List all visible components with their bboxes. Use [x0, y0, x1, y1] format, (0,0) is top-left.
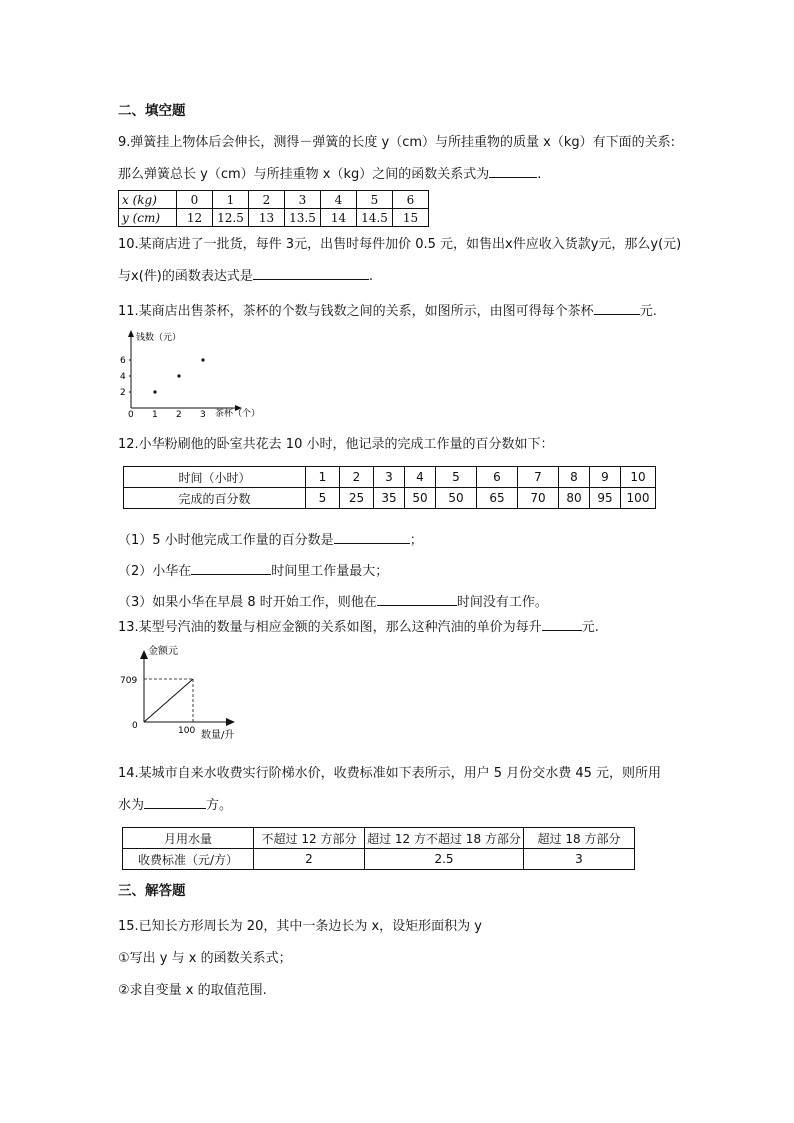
- q13-line-chart: [118, 642, 258, 742]
- q12-cell: 1: [306, 467, 340, 488]
- q14-cell: 不超过 12 方部分: [254, 828, 365, 849]
- q14-cell: 超过 18 方部分: [524, 828, 635, 849]
- q12-cell: 3: [374, 467, 405, 488]
- q11-y-axis-arrow: [128, 330, 134, 337]
- q9-text-line1: 9.弹簧挂上物体后会伸长，测得－弹簧的长度 y（cm）与所挂重物的质量 x（kg）有下面的关系:: [118, 135, 676, 150]
- q9-text-line2-prefix: 那么弹簧总长 y（cm）与所挂重物 x（kg）之间的函数关系式为: [118, 167, 490, 182]
- q14-table: [122, 827, 635, 870]
- q12-sub3-suffix: 时间没有工作。: [456, 595, 548, 610]
- q12-cell: 10: [621, 467, 656, 488]
- q13-x-axis-arrow: [226, 718, 235, 726]
- q12-cell: 50: [405, 488, 436, 509]
- q12-cell: 4: [405, 467, 436, 488]
- q12-sub1: [118, 530, 423, 550]
- q12-table-row-time: [124, 467, 656, 488]
- q11-text-suffix: 元.: [639, 304, 657, 319]
- q14-cell: 月用水量: [123, 828, 254, 849]
- q9-cell: 12.5: [213, 209, 249, 227]
- q15-sub2: ②求自变量 x 的取值范围.: [118, 983, 267, 998]
- section-title-solve: 三、解答题: [118, 883, 186, 899]
- q13-xtick-100: 100: [178, 726, 196, 736]
- q12-cell: 95: [590, 488, 621, 509]
- q11-y-axis-label: 钱数（元）: [136, 333, 182, 343]
- q12-sub2-answer-blank[interactable]: [191, 561, 271, 575]
- q9-text-line2-suffix: .: [537, 167, 542, 182]
- section-title-fill-blank: 二、填空题: [118, 103, 186, 119]
- q12-sub1-answer-blank[interactable]: [334, 530, 410, 544]
- q13-ytick-709: 709: [120, 676, 138, 686]
- q13-text-line1: [118, 617, 599, 637]
- q11-data-point: [153, 390, 156, 393]
- q12-sub3-prefix: （3）如果小华在早晨 8 时开始工作，则他在: [118, 595, 377, 610]
- q13-y-axis-arrow: [140, 650, 148, 659]
- q12-cell: 6: [477, 467, 518, 488]
- q9-text-line2: [118, 164, 541, 184]
- q9-answer-blank[interactable]: [489, 164, 537, 178]
- q11-marks: [120, 356, 206, 420]
- q9-cell: 5: [357, 191, 393, 209]
- q9-cell: 14.5: [357, 209, 393, 227]
- q13-text-prefix: 13.某型号汽油的数量与相应金额的关系如图，那么这种汽油的单价为每升: [118, 620, 542, 635]
- q10-text-line2-suffix: .: [368, 269, 373, 284]
- q12-cell: 5: [306, 488, 340, 509]
- q12-cell: 时间（小时）: [124, 467, 306, 488]
- q9-cell: 1: [213, 191, 249, 209]
- q14-text-suffix: 方。: [206, 798, 233, 813]
- q9-cell: 15: [393, 209, 429, 227]
- q11-text-line1: [118, 301, 657, 321]
- q12-cell: 2: [340, 467, 374, 488]
- q11-xtick-label: 3: [200, 410, 206, 420]
- q9-cell: y (cm): [119, 209, 177, 227]
- q9-cell: 3: [285, 191, 321, 209]
- q14-cell: 2.5: [365, 849, 524, 870]
- q13-y-axis-label: 金额元: [148, 646, 178, 657]
- q11-xtick-label: 2: [176, 410, 182, 420]
- q10-answer-blank[interactable]: [253, 266, 369, 280]
- q11-text-prefix: 11.某商店出售茶杯，茶杯的个数与钱数之间的关系，如图所示，由图可得每个茶杯: [118, 304, 594, 319]
- q14-cell: 3: [524, 849, 635, 870]
- q12-sub1-suffix: ；: [409, 533, 423, 548]
- q9-cell: 14: [321, 209, 357, 227]
- q14-text-prefix: 水为: [118, 798, 145, 813]
- q14-table-row-header: [123, 828, 635, 849]
- q12-sub3: [118, 592, 548, 612]
- q10-text-line2-prefix: 与x(件)的函数表达式是: [118, 269, 253, 284]
- q12-cell: 8: [559, 467, 590, 488]
- q13-answer-blank[interactable]: [542, 617, 582, 631]
- q12-cell: 80: [559, 488, 590, 509]
- q13-price-line: [144, 679, 193, 722]
- q11-ytick-label: 6: [120, 356, 126, 366]
- q12-text-line1: 12.小华粉刷他的卧室共花去 10 小时，他记录的完成工作量的百分数如下：: [118, 437, 554, 452]
- q11-ytick-label: 2: [120, 388, 126, 398]
- q14-cell: 收费标准（元/方）: [123, 849, 254, 870]
- q9-table: [118, 190, 429, 227]
- q14-cell: 超过 12 方不超过 18 方部分: [365, 828, 524, 849]
- q9-table-row-x: [119, 191, 429, 209]
- q12-cell: 70: [518, 488, 559, 509]
- q9-cell: 2: [249, 191, 285, 209]
- q12-cell: 50: [436, 488, 477, 509]
- q9-cell: 6: [393, 191, 429, 209]
- q12-cell: 65: [477, 488, 518, 509]
- q15-text-line1: 15.已知长方形周长为 20，其中一条边长为 x，设矩形面积为 y: [118, 919, 483, 934]
- q13-origin-label: 0: [132, 721, 138, 731]
- q11-data-point: [201, 358, 204, 361]
- q9-cell: 12: [177, 209, 213, 227]
- q11-answer-blank[interactable]: [594, 301, 640, 315]
- q13-x-axis-label: 数量/升: [201, 730, 235, 741]
- q12-sub2-suffix: 时间里工作量最大；: [271, 564, 389, 579]
- q12-cell: 25: [340, 488, 374, 509]
- q14-text-line2: [118, 795, 232, 815]
- q9-cell: 13: [249, 209, 285, 227]
- q12-cell: 100: [621, 488, 656, 509]
- q11-scatter-chart: [118, 328, 278, 420]
- q12-cell: 5: [436, 467, 477, 488]
- q10-text-line1: 10.某商店进了一批货，每件 3元，出售时每件加价 0.5 元，如售出x件应收入货款y元，那么y(元): [118, 237, 682, 252]
- q13-text-suffix: 元.: [581, 620, 599, 635]
- q12-sub1-prefix: （1）5 小时他完成工作量的百分数是: [118, 533, 334, 548]
- q11-xtick-label: 0: [128, 410, 134, 420]
- q11-data-point: [177, 374, 180, 377]
- q14-answer-blank[interactable]: [144, 795, 206, 809]
- q9-cell: 4: [321, 191, 357, 209]
- q14-table-row-rate: [123, 849, 635, 870]
- q14-text-line1: 14.某城市自来水收费实行阶梯水价，收费标准如下表所示，用户 5 月份交水费 45 元，则所用: [118, 766, 662, 781]
- q12-cell: 完成的百分数: [124, 488, 306, 509]
- q9-cell: 13.5: [285, 209, 321, 227]
- q12-cell: 9: [590, 467, 621, 488]
- q12-table-row-percent: [124, 488, 656, 509]
- q12-cell: 35: [374, 488, 405, 509]
- q14-cell: 2: [254, 849, 365, 870]
- q12-cell: 7: [518, 467, 559, 488]
- q15-sub1: ①写出 y 与 x 的函数关系式；: [118, 951, 292, 966]
- q9-cell: x (kg): [119, 191, 177, 209]
- q9-table-row-y: [119, 209, 429, 227]
- q12-sub3-answer-blank[interactable]: [377, 592, 457, 606]
- q12-sub2-prefix: （2）小华在: [118, 564, 192, 579]
- q12-table: [123, 466, 656, 509]
- q12-sub2: [118, 561, 388, 581]
- q9-cell: 0: [177, 191, 213, 209]
- q11-xtick-label: 1: [152, 410, 158, 420]
- q10-text-line2: [118, 266, 373, 286]
- q11-ytick-label: 4: [120, 372, 126, 382]
- q11-x-axis-label: 茶杯（个）: [215, 409, 261, 419]
